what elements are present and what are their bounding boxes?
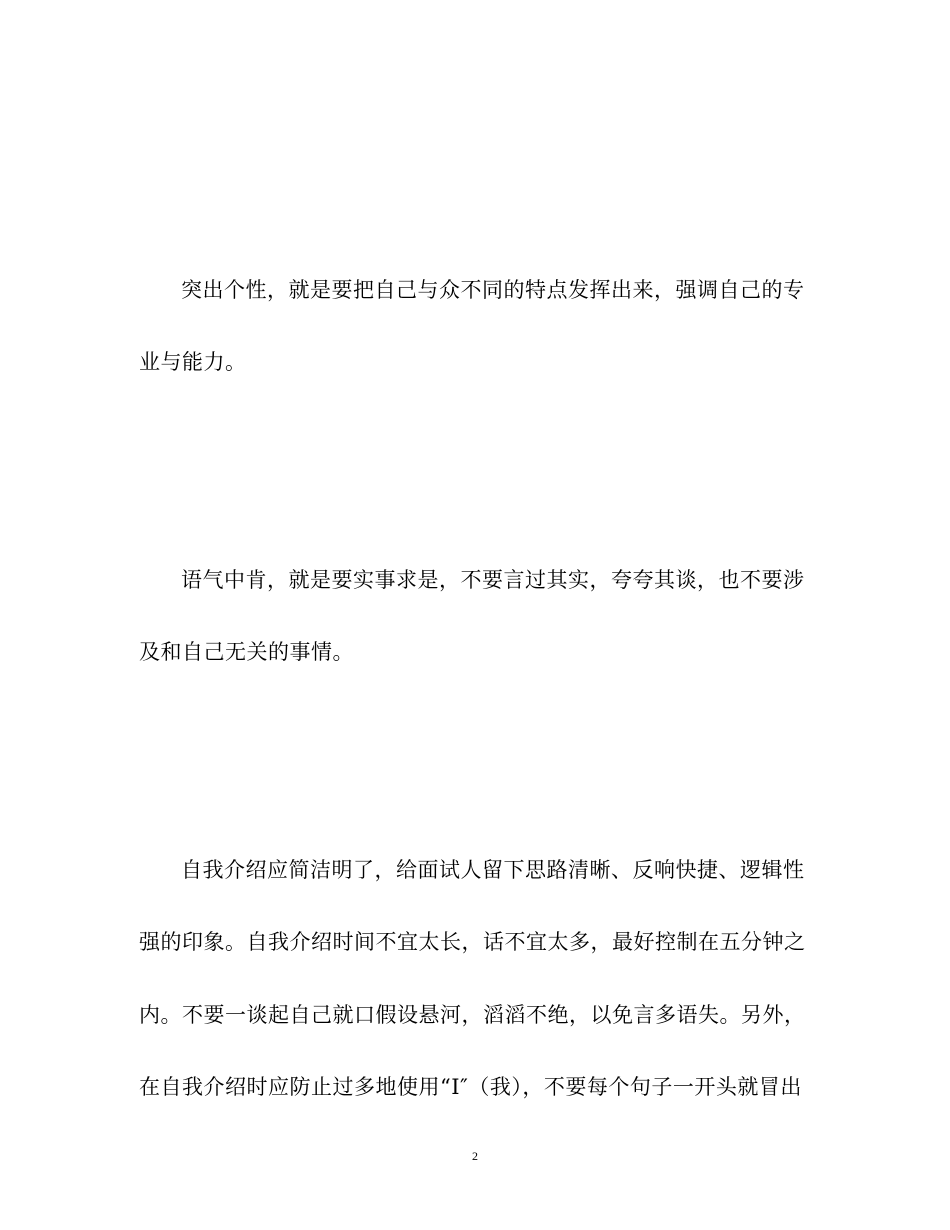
- paragraph-1-line-2: 业与能力。: [139, 350, 247, 374]
- paragraph-3-line-2: 强的印象。自我介绍时间不宜太长，话不宜太多，最好控制在五分钟之: [139, 930, 806, 954]
- paragraph-2-line-1: 语气中肯，就是要实事求是，不要言过其实，夸夸其谈，也不要涉: [181, 568, 805, 592]
- paragraph-3-line-3: 内。不要一谈起自己就口假设悬河，滔滔不绝，以免言多语失。另外，: [139, 1003, 806, 1027]
- paragraph-1-line-1: 突出个性，就是要把自己与众不同的特点发挥出来，强调自己的专: [181, 278, 805, 302]
- paragraph-3-line-1: 自我介绍应简洁明了，给面试人留下思路清晰、反响快捷、逻辑性: [181, 858, 805, 882]
- paragraph-3-line-4: 在自我介绍时应防止过多地使用“I″（我），不要每个句子一开头就冒出: [139, 1075, 802, 1099]
- page-number: 2: [472, 1149, 478, 1163]
- paragraph-2-line-2: 及和自己无关的事情。: [139, 640, 354, 664]
